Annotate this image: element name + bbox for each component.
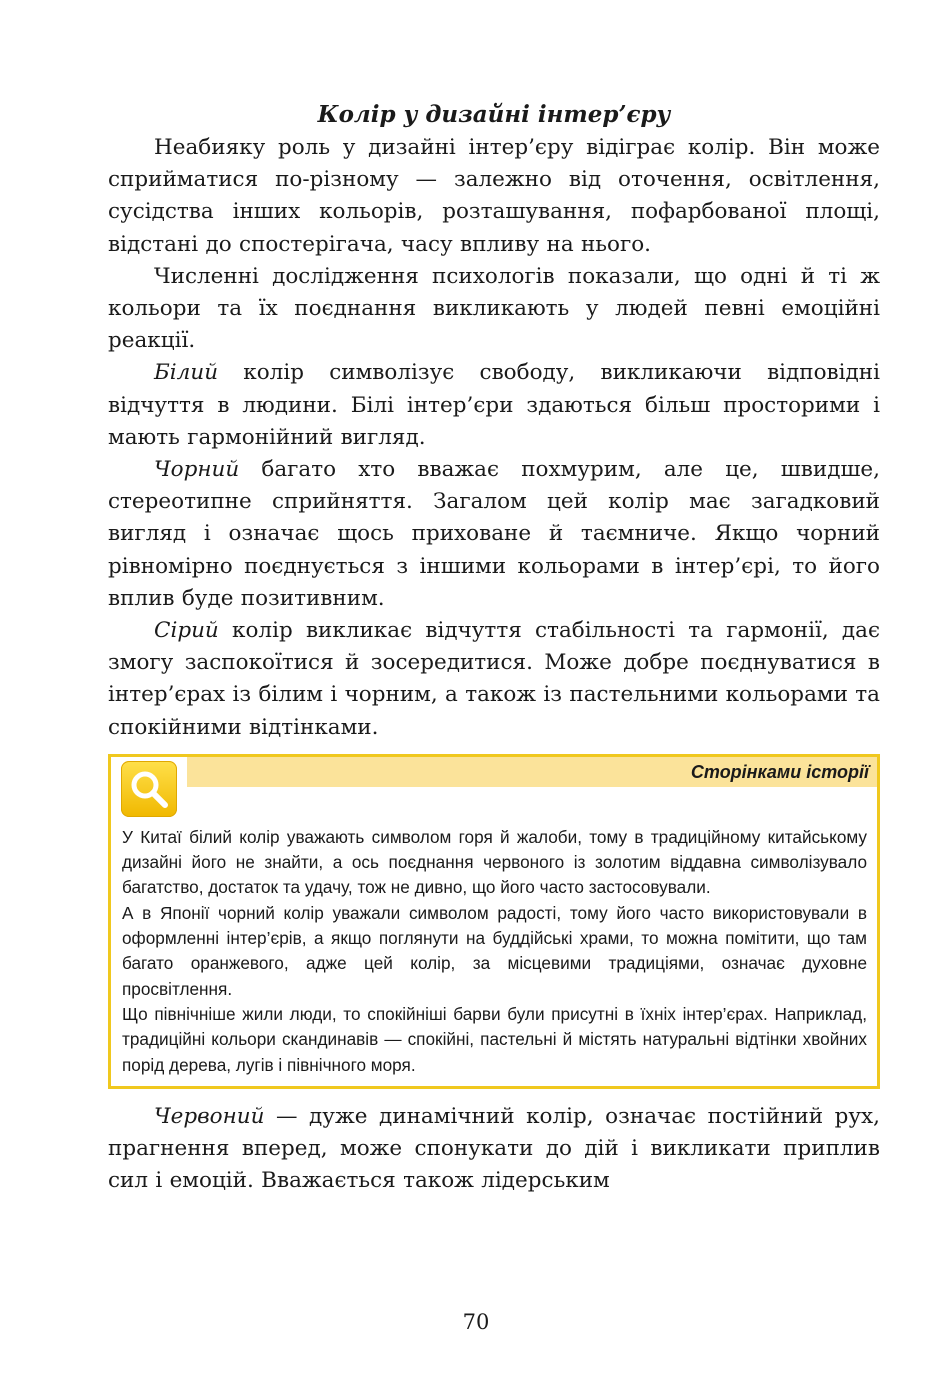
- history-box-title: Сторінками історії: [690, 761, 869, 782]
- paragraph-red: Червоний — дуже динамічний колір, означає постійний рух, прагнення вперед, може спонукати до дій і викликати приплив сил і емоцій. Вважається також лідерським: [108, 1103, 880, 1194]
- history-paragraph-scandinavia: Що північніше жили люди, то спокійніші барви були присутні в їхніх інтер’єрах. Наприклад, традиційні кольори скандинавів — спокійні, пастельні й містять натуральні відтінки хвойних порід дерева, лугів і північного моря.: [122, 1003, 867, 1075]
- history-box-body: [111, 811, 877, 1086]
- term-grey: Сірий: [154, 618, 219, 644]
- history-header-bar: [187, 757, 877, 787]
- section-title: Колір у дизайні інтер’єру: [317, 101, 671, 128]
- history-box-header: [111, 757, 877, 811]
- paragraph-research: Численні дослідження психологів показали, що одні й ті ж кольори та їх поєднання викликають у людей певні емоційні реакції.: [108, 263, 880, 354]
- paragraph-intro: Неабияку роль у дизайні інтер’єру відіграє колір. Він може сприйматися по-різному — залежно від оточення, освітлення, сусідства інших кольорів, розташування, пофарбованої площі, відстані до спостерігача, часу впливу на нього.: [108, 135, 880, 257]
- history-paragraph-japan: А в Японії чорний колір уважали символом радості, тому його часто використовували в оформленні інтер’єрів, а якщо поглянути на буддійські храми, то можна помітити, що там багато оранжевого, адже цей колір, за місцевими традиціями, означає духовне просвітлення.: [122, 902, 867, 999]
- history-box: [108, 754, 880, 1089]
- paragraph-white: Білий колір символізує свободу, викликаючи відповідні відчуття в людини. Білі інтер’єри здаються більш просторими і мають гармонійний вигляд.: [108, 360, 880, 450]
- page-number: 70: [462, 1310, 490, 1334]
- paragraph-grey: Сірий колір викликає відчуття стабільності та гармонії, дає змогу заспокоїтися й зосередитися. Може добре поєднуватися в інтер’єрах із білим і чорним, а також із пастельними кольорами та спокійними відтінками.: [108, 618, 880, 740]
- term-black: Чорний: [154, 457, 240, 483]
- history-paragraph-china: У Китаї білий колір уважають символом горя й жалоби, тому в традиційному китайському дизайні його не знайти, а ось поєднання червоного із золотим віддавна символізувало багатство, достаток та удачу, тож не дивно, що його часто застосовували.: [122, 826, 867, 898]
- term-white: Білий: [154, 360, 219, 386]
- page-content: [108, 100, 880, 1197]
- magnifier-icon: [121, 761, 177, 817]
- paragraph-black: Чорний багато хто вважає похмурим, але це, швидше, стереотипне сприйняття. Загалом цей колір має загадковий вигляд і означає щось приховане й таємниче. Якщо чорний рівномірно поєднується з іншими кольорами в інтер’єрі, то його вплив буде позитивним.: [108, 457, 880, 611]
- term-red: Червоний: [154, 1103, 265, 1129]
